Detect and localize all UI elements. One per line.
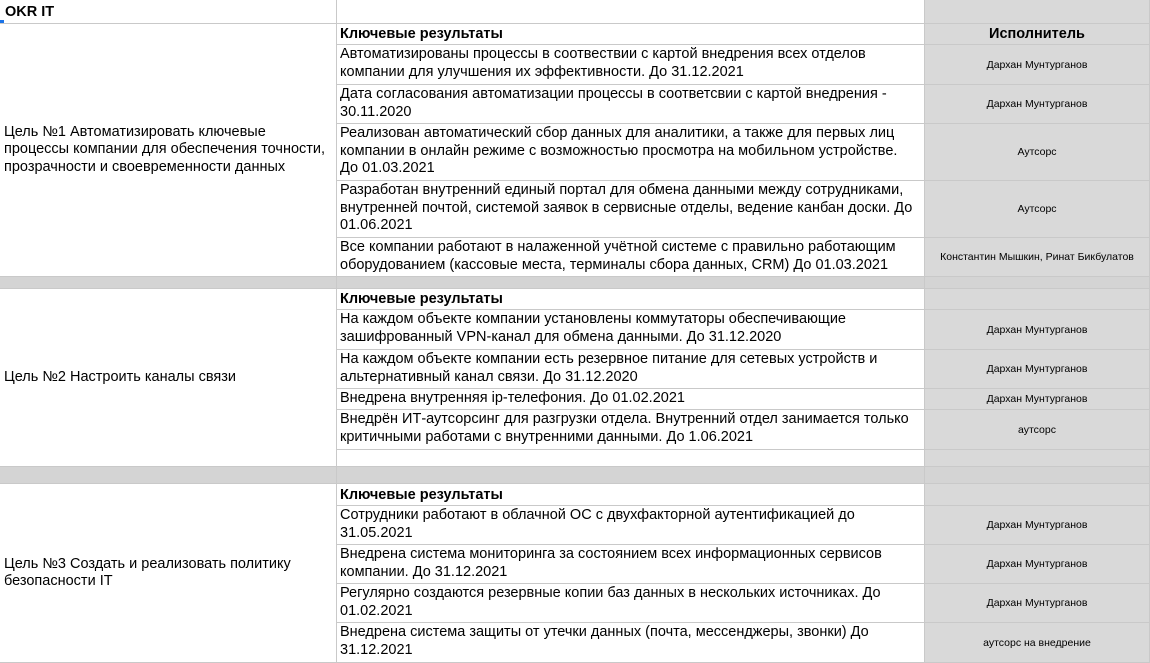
separator-row (0, 277, 337, 289)
executor[interactable]: Аутсорс (925, 181, 1150, 238)
key-result[interactable]: Дата согласования автоматизации процессы в соответсвии с картой внедрения - 30.11.2020 (337, 85, 925, 124)
executor[interactable]: Дархан Мунтурганов (925, 85, 1150, 124)
separator-row (925, 467, 1150, 484)
executor[interactable]: Аутсорс (925, 124, 1150, 181)
key-result[interactable]: Внедрена внутренняя ip-телефония. До 01.02.2021 (337, 389, 925, 410)
executor[interactable]: Дархан Мунтурганов (925, 310, 1150, 350)
key-result[interactable]: Внедрён ИТ-аутсорсинг для разгрузки отдела. Внутренний отдел занимается только критичными работами с внутренними данными. До 1.06.2021 (337, 410, 925, 450)
kr-header[interactable]: Ключевые результаты (337, 484, 925, 506)
separator-row (925, 277, 1150, 289)
key-result[interactable]: Автоматизированы процессы в соотвествии с картой внедрения всех отделов компании для улучшения их эффективности. До 31.12.2021 (337, 45, 925, 85)
key-result[interactable]: Все компании работают в налаженной учётной системе с правильно работающим оборудованием (кассовые места, терминалы сбора данных, CRM) До 01.03.2021 (337, 238, 925, 277)
separator-row (0, 467, 337, 484)
key-result[interactable]: Сотрудники работают в облачной ОС с двухфакторной аутентификацией до 31.05.2021 (337, 506, 925, 545)
executor[interactable]: Дархан Мунтурганов (925, 350, 1150, 389)
key-result[interactable]: На каждом объекте компании есть резервное питание для сетевых устройств и альтернативный канал связи. До 31.12.2020 (337, 350, 925, 389)
empty-cell[interactable] (925, 289, 1150, 310)
executor[interactable]: Дархан Мунтурганов (925, 389, 1150, 410)
separator-row (337, 277, 925, 289)
executor[interactable]: аутсорс (925, 410, 1150, 450)
executor[interactable]: Дархан Мунтурганов (925, 545, 1150, 584)
empty-cell[interactable] (925, 484, 1150, 506)
goal-2-cell[interactable]: Цель №2 Настроить каналы связи (0, 289, 337, 467)
goal-3-cell[interactable]: Цель №3 Создать и реализовать политику безопасности IT (0, 484, 337, 663)
empty-cell[interactable] (337, 450, 925, 467)
empty-cell[interactable] (925, 0, 1150, 24)
executor[interactable]: Константин Мышкин, Ринат Бикбулатов (925, 238, 1150, 277)
empty-cell[interactable] (925, 450, 1150, 467)
executor[interactable]: Дархан Мунтурганов (925, 506, 1150, 545)
executor[interactable]: аутсорс на внедрение (925, 623, 1150, 663)
empty-cell[interactable] (337, 0, 925, 24)
executor[interactable]: Дархан Мунтурганов (925, 584, 1150, 623)
key-result[interactable]: На каждом объекте компании установлены коммутаторы обеспечивающие зашифрованный VPN-канал для обмена данными. До 31.12.2020 (337, 310, 925, 350)
sheet-title[interactable]: OKR IT (0, 0, 337, 24)
executor[interactable]: Дархан Мунтурганов (925, 45, 1150, 85)
key-result[interactable]: Разработан внутренний единый портал для обмена данными между сотрудниками, внутренней почтой, системой заявок в сервисные отделы, ведение канбан доски. До 01.06.2021 (337, 181, 925, 238)
kr-header[interactable]: Ключевые результаты (337, 24, 925, 45)
separator-row (337, 467, 925, 484)
key-result[interactable]: Внедрена система мониторинга за состоянием всех информационных сервисов компании. До 31.12.2021 (337, 545, 925, 584)
kr-header[interactable]: Ключевые результаты (337, 289, 925, 310)
key-result[interactable]: Регулярно создаются резервные копии баз данных в нескольких источниках. До 01.02.2021 (337, 584, 925, 623)
goal-1-cell[interactable]: Цель №1 Автоматизировать ключевые процессы компании для обеспечения точности, прозрачности и своевременности данных (0, 24, 337, 277)
key-result[interactable]: Реализован автоматический сбор данных для аналитики, а также для первых лиц компании в онлайн режиме с возможностью просмотра на мобильном устройстве. До 01.03.2021 (337, 124, 925, 181)
key-result[interactable]: Внедрена система защиты от утечки данных (почта, мессенджеры, звонки) До 31.12.2021 (337, 623, 925, 663)
executor-header[interactable]: Исполнитель (925, 24, 1150, 45)
